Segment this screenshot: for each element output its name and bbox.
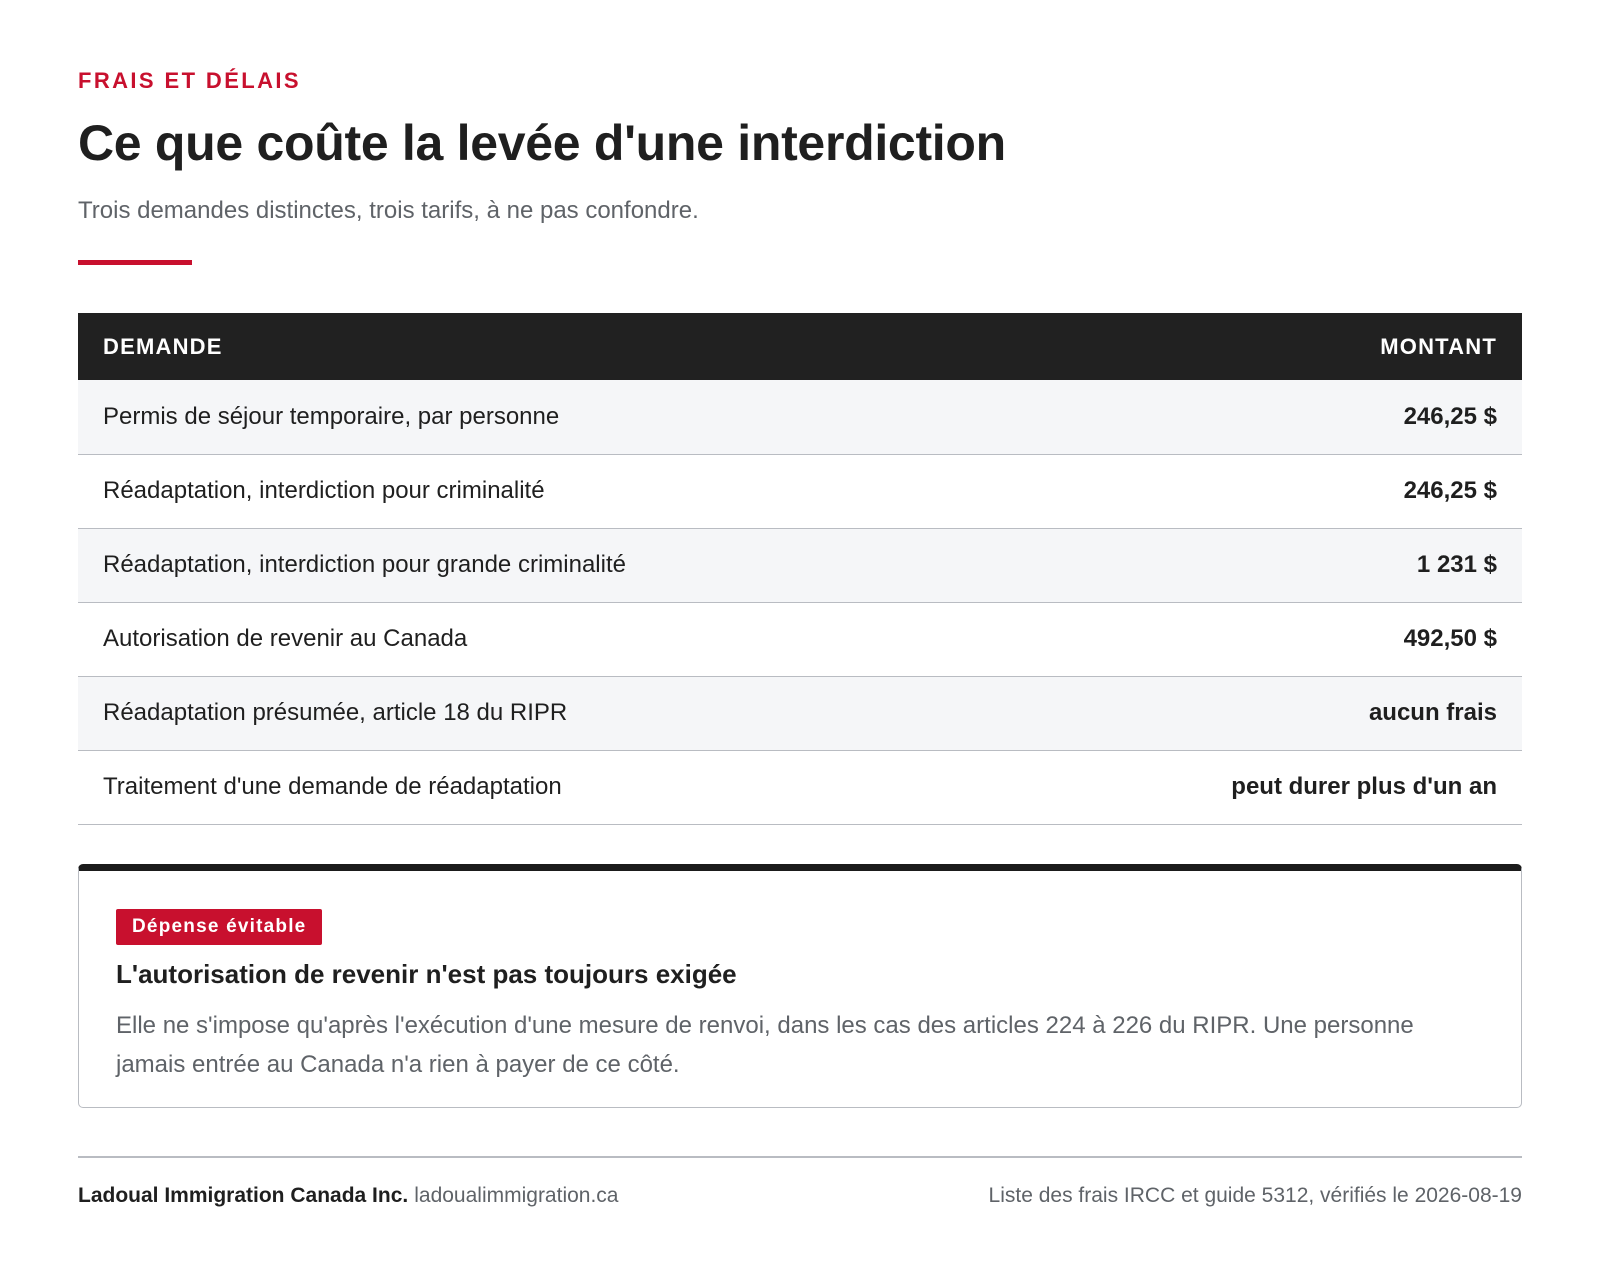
table-row: [78, 454, 1522, 528]
column-header-demande: DEMANDE: [78, 313, 1009, 380]
row-amount: 246,25 $: [1009, 380, 1522, 454]
table-row: [78, 750, 1522, 824]
row-amount: aucun frais: [1009, 676, 1522, 750]
callout-badge: Dépense évitable: [116, 909, 322, 945]
footer-divider: [78, 1156, 1522, 1158]
callout-heading: L'autorisation de revenir n'est pas toujours exigée: [116, 959, 737, 989]
fees-table: [78, 313, 1522, 825]
table-row: [78, 676, 1522, 750]
row-amount: peut durer plus d'un an: [1009, 750, 1522, 824]
callout-body: Elle ne s'impose qu'après l'exécution d'une mesure de renvoi, dans les cas des articles 224 à 226 du RIPR. Une personne jamais entrée au Canada n'a rien à payer de ce côté.: [116, 1012, 1414, 1078]
page-title: Ce que coûte la levée d'une interdiction: [78, 115, 1006, 171]
row-amount: 1 231 $: [1009, 528, 1522, 602]
row-label: Réadaptation, interdiction pour criminalité: [78, 454, 1009, 528]
accent-divider: [78, 260, 192, 265]
row-amount: 246,25 $: [1009, 454, 1522, 528]
row-label: Réadaptation présumée, article 18 du RIPR: [78, 676, 1009, 750]
row-amount: 492,50 $: [1009, 602, 1522, 676]
column-header-montant: MONTANT: [1009, 313, 1522, 380]
section-eyebrow: FRAIS ET DÉLAIS: [78, 68, 302, 93]
row-label: Traitement d'une demande de réadaptation: [78, 750, 1009, 824]
table-row: [78, 380, 1522, 454]
website-link[interactable]: ladoualimmigration.ca: [414, 1184, 619, 1207]
page-subtitle: Trois demandes distinctes, trois tarifs, à ne pas confondre.: [78, 197, 699, 224]
row-label: Réadaptation, interdiction pour grande criminalité: [78, 528, 1009, 602]
info-callout: [78, 864, 1522, 1108]
table-header-row: [78, 313, 1522, 380]
footer-source: Liste des frais IRCC et guide 5312, vérifiés le 2026-08-19: [988, 1184, 1522, 1207]
row-label: Permis de séjour temporaire, par personne: [78, 380, 1009, 454]
table-row: [78, 528, 1522, 602]
footer-organization: [78, 1184, 619, 1208]
table-row: [78, 602, 1522, 676]
row-label: Autorisation de revenir au Canada: [78, 602, 1009, 676]
organization-name: Ladoual Immigration Canada Inc.: [78, 1184, 409, 1207]
